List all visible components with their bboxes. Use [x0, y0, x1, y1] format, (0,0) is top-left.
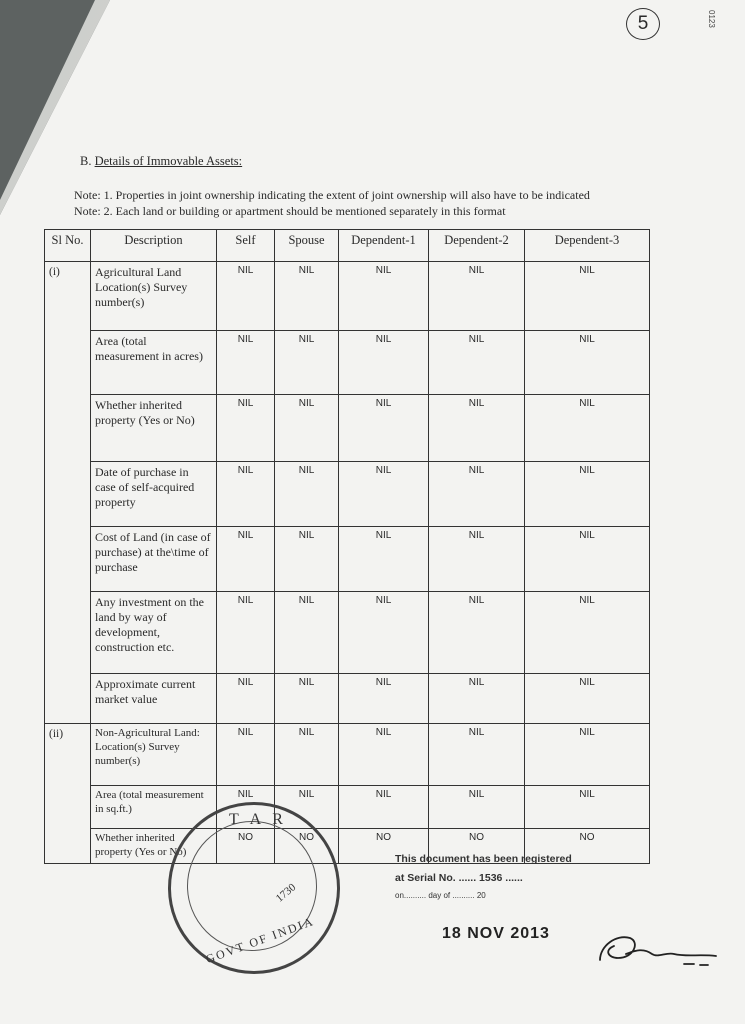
non-agricultural-inherited-self-value: NO	[217, 829, 275, 864]
non-agricultural-area-description: Area (total measurement in sq.ft.)	[91, 786, 217, 829]
non-agricultural-area-self-value: NIL	[217, 786, 275, 829]
agricultural-area-spouse-value: NIL	[275, 331, 339, 395]
agricultural-investment-self-value: NIL	[217, 592, 275, 674]
non-agricultural-area-dependent-3-value: NIL	[525, 786, 650, 829]
header-description: Description	[91, 230, 217, 262]
table-row	[45, 592, 650, 674]
table-row	[45, 262, 650, 331]
agricultural-inherited-description: Whether inherited property (Yes or No)	[91, 395, 217, 462]
non-agricultural-area-dependent-1-value: NIL	[339, 786, 429, 829]
registration-date: 18 NOV 2013	[442, 925, 550, 942]
immovable-assets-table	[44, 229, 650, 864]
agricultural-purchase-date-spouse-value: NIL	[275, 462, 339, 527]
edge-mark: 0123	[707, 10, 716, 28]
non-agricultural-location-self-value: NIL	[217, 724, 275, 786]
registration-line-3: on.......... day of .......... 20	[395, 891, 486, 900]
section-sl-no: (ii)	[45, 724, 91, 864]
agricultural-location-spouse-value: NIL	[275, 262, 339, 331]
agricultural-market-value-self-value: NIL	[217, 674, 275, 724]
agricultural-area-dependent-2-value: NIL	[429, 331, 525, 395]
agricultural-market-value-dependent-2-value: NIL	[429, 674, 525, 724]
registration-line-2: at Serial No. ...... 1536 ......	[395, 872, 523, 884]
agricultural-purchase-date-dependent-2-value: NIL	[429, 462, 525, 527]
non-agricultural-inherited-dependent-2-value: NO	[429, 829, 525, 864]
table-row	[45, 331, 650, 395]
table-row	[45, 674, 650, 724]
section-title: Details of Immovable Assets:	[94, 154, 243, 168]
header-dependent-3: Dependent-3	[525, 230, 650, 262]
agricultural-market-value-dependent-3-value: NIL	[525, 674, 650, 724]
table-row	[45, 395, 650, 462]
agricultural-area-self-value: NIL	[217, 331, 275, 395]
table-row	[45, 786, 650, 829]
seal-bottom-text: GOVT OF INDIA	[203, 913, 317, 967]
agricultural-area-description: Area (total measurement in acres)	[91, 331, 217, 395]
agricultural-cost-self-value: NIL	[217, 527, 275, 592]
agricultural-location-dependent-2-value: NIL	[429, 262, 525, 331]
signature	[596, 924, 722, 974]
non-agricultural-location-spouse-value: NIL	[275, 724, 339, 786]
agricultural-investment-dependent-3-value: NIL	[525, 592, 650, 674]
agricultural-area-dependent-1-value: NIL	[339, 331, 429, 395]
agricultural-inherited-spouse-value: NIL	[275, 395, 339, 462]
header-self: Self	[217, 230, 275, 262]
agricultural-investment-description: Any investment on the land by way of development, construction etc.	[91, 592, 217, 674]
header-dependent-2: Dependent-2	[429, 230, 525, 262]
non-agricultural-location-dependent-3-value: NIL	[525, 724, 650, 786]
section-sl-no: (i)	[45, 262, 91, 724]
agricultural-inherited-dependent-3-value: NIL	[525, 395, 650, 462]
agricultural-location-dependent-3-value: NIL	[525, 262, 650, 331]
agricultural-purchase-date-dependent-1-value: NIL	[339, 462, 429, 527]
seal-number: 1730	[273, 881, 299, 905]
non-agricultural-area-spouse-value: NIL	[275, 786, 339, 829]
non-agricultural-inherited-spouse-value: NO	[275, 829, 339, 864]
non-agricultural-location-dependent-2-value: NIL	[429, 724, 525, 786]
non-agricultural-location-description: Non-Agricultural Land: Location(s) Survey number(s)	[91, 724, 217, 786]
header-dependent-1: Dependent-1	[339, 230, 429, 262]
agricultural-cost-dependent-1-value: NIL	[339, 527, 429, 592]
agricultural-cost-dependent-2-value: NIL	[429, 527, 525, 592]
note-1: Note: 1. Properties in joint ownership indicating the extent of joint ownership will also have to be indicated	[74, 188, 590, 202]
agricultural-investment-spouse-value: NIL	[275, 592, 339, 674]
agricultural-location-dependent-1-value: NIL	[339, 262, 429, 331]
header-sl-no: Sl No.	[45, 230, 91, 262]
agricultural-market-value-description: Approximate current market value	[91, 674, 217, 724]
page-number: 5	[626, 8, 660, 40]
non-agricultural-area-dependent-2-value: NIL	[429, 786, 525, 829]
agricultural-location-self-value: NIL	[217, 262, 275, 331]
registration-line-1: This document has been registered	[395, 853, 572, 865]
non-agricultural-location-dependent-1-value: NIL	[339, 724, 429, 786]
section-heading	[80, 154, 242, 169]
non-agricultural-inherited-dependent-1-value: NO	[339, 829, 429, 864]
non-agricultural-inherited-description: Whether inherited property (Yes or No)	[91, 829, 217, 864]
agricultural-area-dependent-3-value: NIL	[525, 331, 650, 395]
agricultural-purchase-date-self-value: NIL	[217, 462, 275, 527]
table-row	[45, 724, 650, 786]
agricultural-purchase-date-description: Date of purchase in case of self-acquired property	[91, 462, 217, 527]
agricultural-location-description: Agricultural Land Location(s) Survey number(s)	[91, 262, 217, 331]
official-seal	[168, 802, 340, 974]
agricultural-cost-spouse-value: NIL	[275, 527, 339, 592]
table-header-row	[45, 230, 650, 262]
table-row	[45, 527, 650, 592]
agricultural-market-value-dependent-1-value: NIL	[339, 674, 429, 724]
agricultural-market-value-spouse-value: NIL	[275, 674, 339, 724]
agricultural-inherited-dependent-1-value: NIL	[339, 395, 429, 462]
seal-top-text: T A R	[229, 811, 287, 828]
note-2: Note: 2. Each land or building or apartment should be mentioned separately in this format	[74, 204, 506, 218]
agricultural-cost-dependent-3-value: NIL	[525, 527, 650, 592]
non-agricultural-inherited-dependent-3-value: NO	[525, 829, 650, 864]
table-row	[45, 462, 650, 527]
header-spouse: Spouse	[275, 230, 339, 262]
agricultural-investment-dependent-2-value: NIL	[429, 592, 525, 674]
agricultural-purchase-date-dependent-3-value: NIL	[525, 462, 650, 527]
agricultural-investment-dependent-1-value: NIL	[339, 592, 429, 674]
section-prefix: B.	[80, 154, 92, 168]
agricultural-inherited-self-value: NIL	[217, 395, 275, 462]
agricultural-cost-description: Cost of Land (in case of purchase) at the\time of purchase	[91, 527, 217, 592]
agricultural-inherited-dependent-2-value: NIL	[429, 395, 525, 462]
